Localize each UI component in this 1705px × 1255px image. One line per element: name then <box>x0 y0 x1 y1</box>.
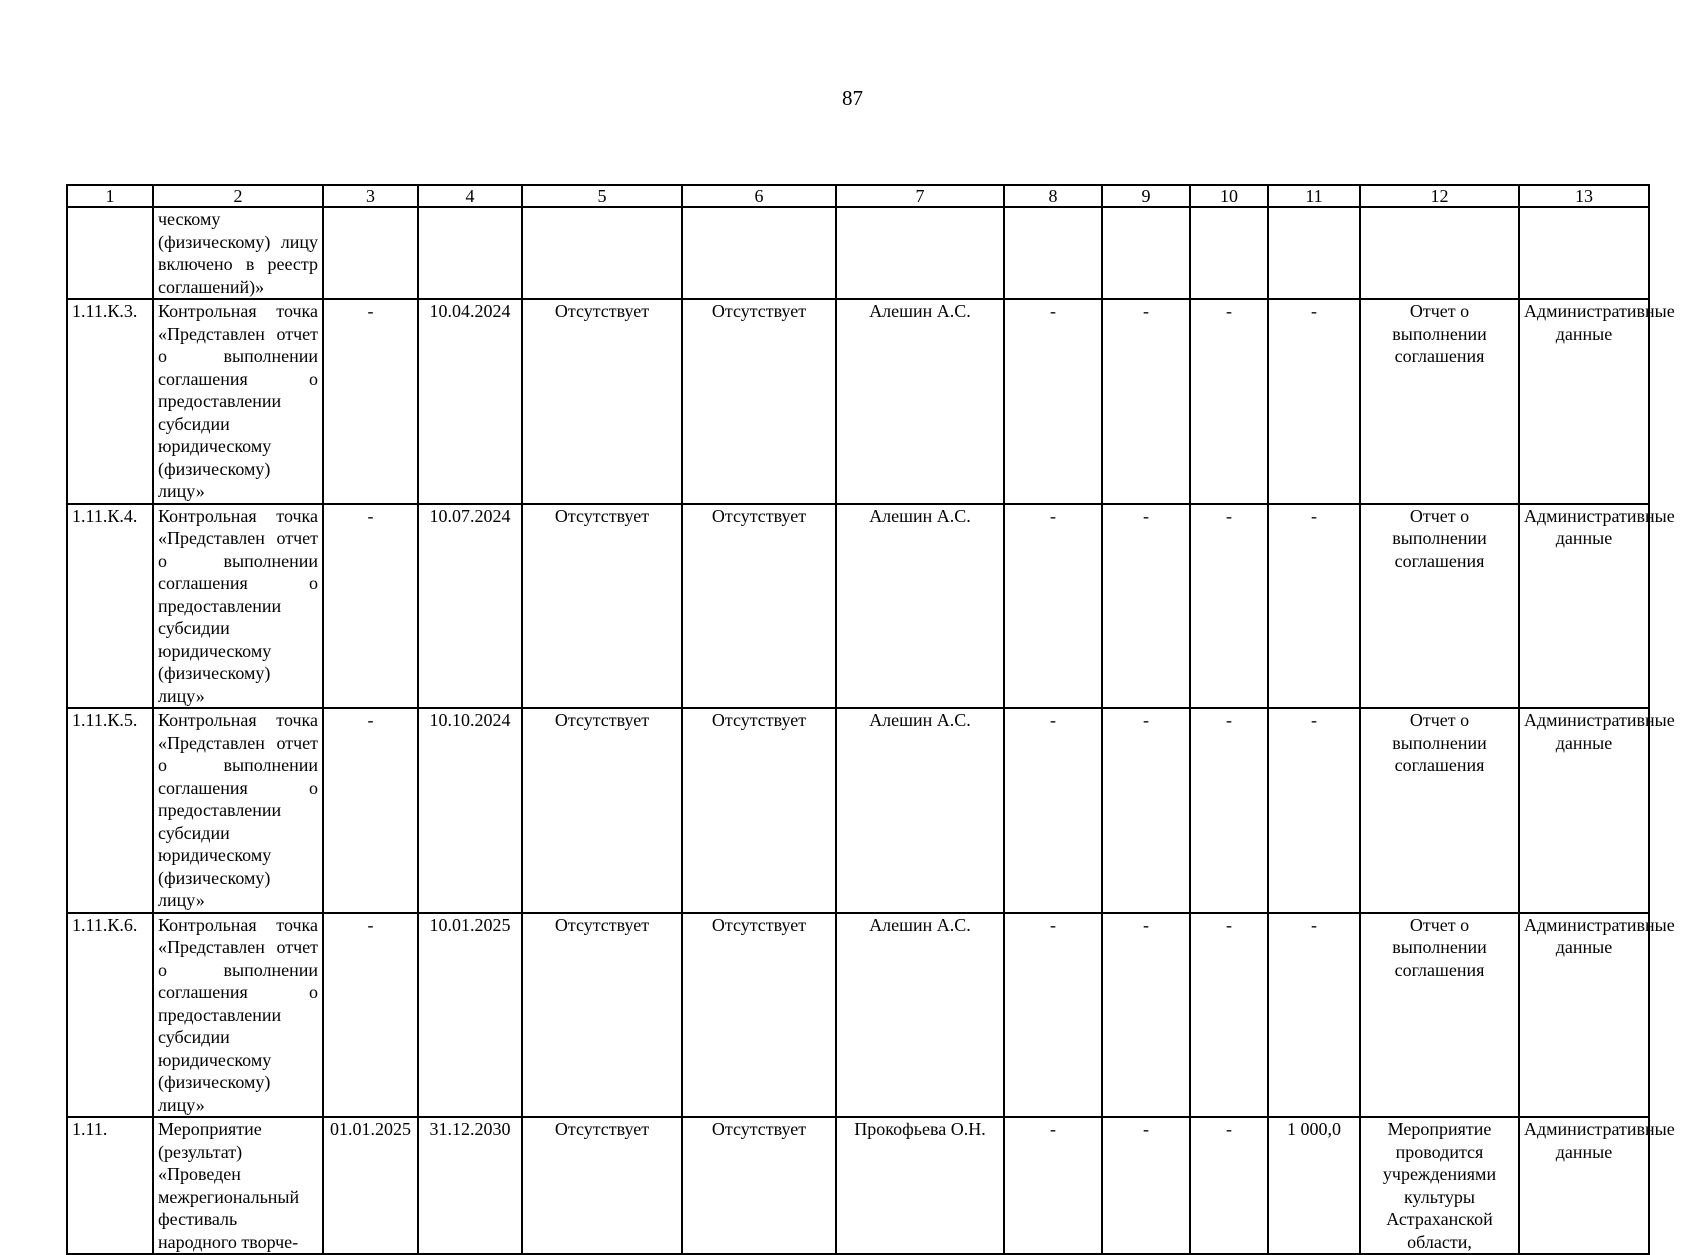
row-number <box>67 207 153 299</box>
data-source <box>1519 207 1649 299</box>
data-source: Административные данные <box>1519 708 1649 913</box>
col-8-value: - <box>1004 299 1102 504</box>
end-date <box>418 207 522 299</box>
end-date: 10.10.2024 <box>418 708 522 913</box>
row-number: 1.11.К.6. <box>67 913 153 1118</box>
col-11-value: - <box>1268 299 1360 504</box>
table-row <box>67 207 1649 299</box>
col-8-value: - <box>1004 913 1102 1118</box>
column-header: 4 <box>418 185 522 207</box>
row-number: 1.11. <box>67 1117 153 1254</box>
col-11-value: - <box>1268 913 1360 1118</box>
column-header: 13 <box>1519 185 1649 207</box>
row-name: ческому (физическому) лицу включено в реестр соглашений)» <box>153 207 323 299</box>
column-header: 2 <box>153 185 323 207</box>
col-6-value <box>682 207 836 299</box>
data-source: Административные данные <box>1519 504 1649 709</box>
col-11-value: - <box>1268 504 1360 709</box>
start-date <box>323 207 418 299</box>
col-10-value: - <box>1190 708 1268 913</box>
column-header: 12 <box>1360 185 1519 207</box>
col-8-value: - <box>1004 708 1102 913</box>
col-5-value: Отсутствует <box>522 1117 682 1254</box>
column-header: 6 <box>682 185 836 207</box>
header-row <box>67 185 1649 207</box>
row-name: Контрольная точка «Представлен отчет о выполнении соглашения о предоставлении субсидии юридическому (физическому) лицу» <box>153 708 323 913</box>
end-date: 31.12.2030 <box>418 1117 522 1254</box>
col-9-value: - <box>1102 299 1190 504</box>
col-9-value: - <box>1102 504 1190 709</box>
col-10-value: - <box>1190 504 1268 709</box>
column-header: 5 <box>522 185 682 207</box>
responsible: Алешин А.С. <box>836 504 1004 709</box>
responsible: Алешин А.С. <box>836 708 1004 913</box>
col-6-value: Отсутствует <box>682 913 836 1118</box>
row-number: 1.11.К.3. <box>67 299 153 504</box>
col-10-value: - <box>1190 913 1268 1118</box>
end-date: 10.07.2024 <box>418 504 522 709</box>
table-row <box>67 708 1649 913</box>
row-number: 1.11.К.5. <box>67 708 153 913</box>
result-description: Отчет о выполнении соглашения <box>1360 913 1519 1118</box>
row-name: Контрольная точка «Представлен отчет о выполнении соглашения о предоставлении субсидии юридическому (физическому) лицу» <box>153 299 323 504</box>
table-row <box>67 913 1649 1118</box>
data-source: Административные данные <box>1519 1117 1649 1254</box>
result-description <box>1360 207 1519 299</box>
column-header: 3 <box>323 185 418 207</box>
row-name: Мероприятие (результат) «Проведен межрегиональный фестиваль народного творче- <box>153 1117 323 1254</box>
col-8-value <box>1004 207 1102 299</box>
col-8-value: - <box>1004 1117 1102 1254</box>
col-5-value: Отсутствует <box>522 708 682 913</box>
col-10-value <box>1190 207 1268 299</box>
col-10-value: - <box>1190 1117 1268 1254</box>
col-9-value <box>1102 207 1190 299</box>
table-row <box>67 299 1649 504</box>
table-row <box>67 504 1649 709</box>
col-11-value: - <box>1268 708 1360 913</box>
start-date: - <box>323 299 418 504</box>
result-description: Отчет о выполнении соглашения <box>1360 708 1519 913</box>
column-header: 7 <box>836 185 1004 207</box>
data-source: Административные данные <box>1519 913 1649 1118</box>
col-5-value: Отсутствует <box>522 299 682 504</box>
col-9-value: - <box>1102 1117 1190 1254</box>
result-description: Отчет о выполнении соглашения <box>1360 504 1519 709</box>
start-date: - <box>323 913 418 1118</box>
col-11-value: 1 000,0 <box>1268 1117 1360 1254</box>
column-header: 8 <box>1004 185 1102 207</box>
row-number: 1.11.К.4. <box>67 504 153 709</box>
result-description: Отчет о выполнении соглашения <box>1360 299 1519 504</box>
start-date: - <box>323 504 418 709</box>
col-6-value: Отсутствует <box>682 1117 836 1254</box>
end-date: 10.01.2025 <box>418 913 522 1118</box>
page-number: 87 <box>842 86 863 110</box>
report-table <box>66 184 1675 1255</box>
data-source: Административные данные <box>1519 299 1649 504</box>
row-name: Контрольная точка «Представлен отчет о выполнении соглашения о предоставлении субсидии юридическому (физическому) лицу» <box>153 504 323 709</box>
column-header: 1 <box>67 185 153 207</box>
column-header: 10 <box>1190 185 1268 207</box>
responsible: Алешин А.С. <box>836 913 1004 1118</box>
result-description: Мероприятие проводится учреждениями культуры Астраханской области, <box>1360 1117 1519 1254</box>
column-header: 11 <box>1268 185 1360 207</box>
col-6-value: Отсутствует <box>682 708 836 913</box>
col-10-value: - <box>1190 299 1268 504</box>
responsible: Алешин А.С. <box>836 299 1004 504</box>
end-date: 10.04.2024 <box>418 299 522 504</box>
responsible: Прокофьева О.Н. <box>836 1117 1004 1254</box>
col-5-value: Отсутствует <box>522 913 682 1118</box>
col-9-value: - <box>1102 708 1190 913</box>
column-header: 9 <box>1102 185 1190 207</box>
row-name: Контрольная точка «Представлен отчет о выполнении соглашения о предоставлении субсидии юридическому (физическому) лицу» <box>153 913 323 1118</box>
col-11-value <box>1268 207 1360 299</box>
col-5-value <box>522 207 682 299</box>
col-9-value: - <box>1102 913 1190 1118</box>
table-row <box>67 1117 1649 1254</box>
col-6-value: Отсутствует <box>682 299 836 504</box>
col-8-value: - <box>1004 504 1102 709</box>
start-date: - <box>323 708 418 913</box>
responsible <box>836 207 1004 299</box>
start-date: 01.01.2025 <box>323 1117 418 1254</box>
col-5-value: Отсутствует <box>522 504 682 709</box>
col-6-value: Отсутствует <box>682 504 836 709</box>
